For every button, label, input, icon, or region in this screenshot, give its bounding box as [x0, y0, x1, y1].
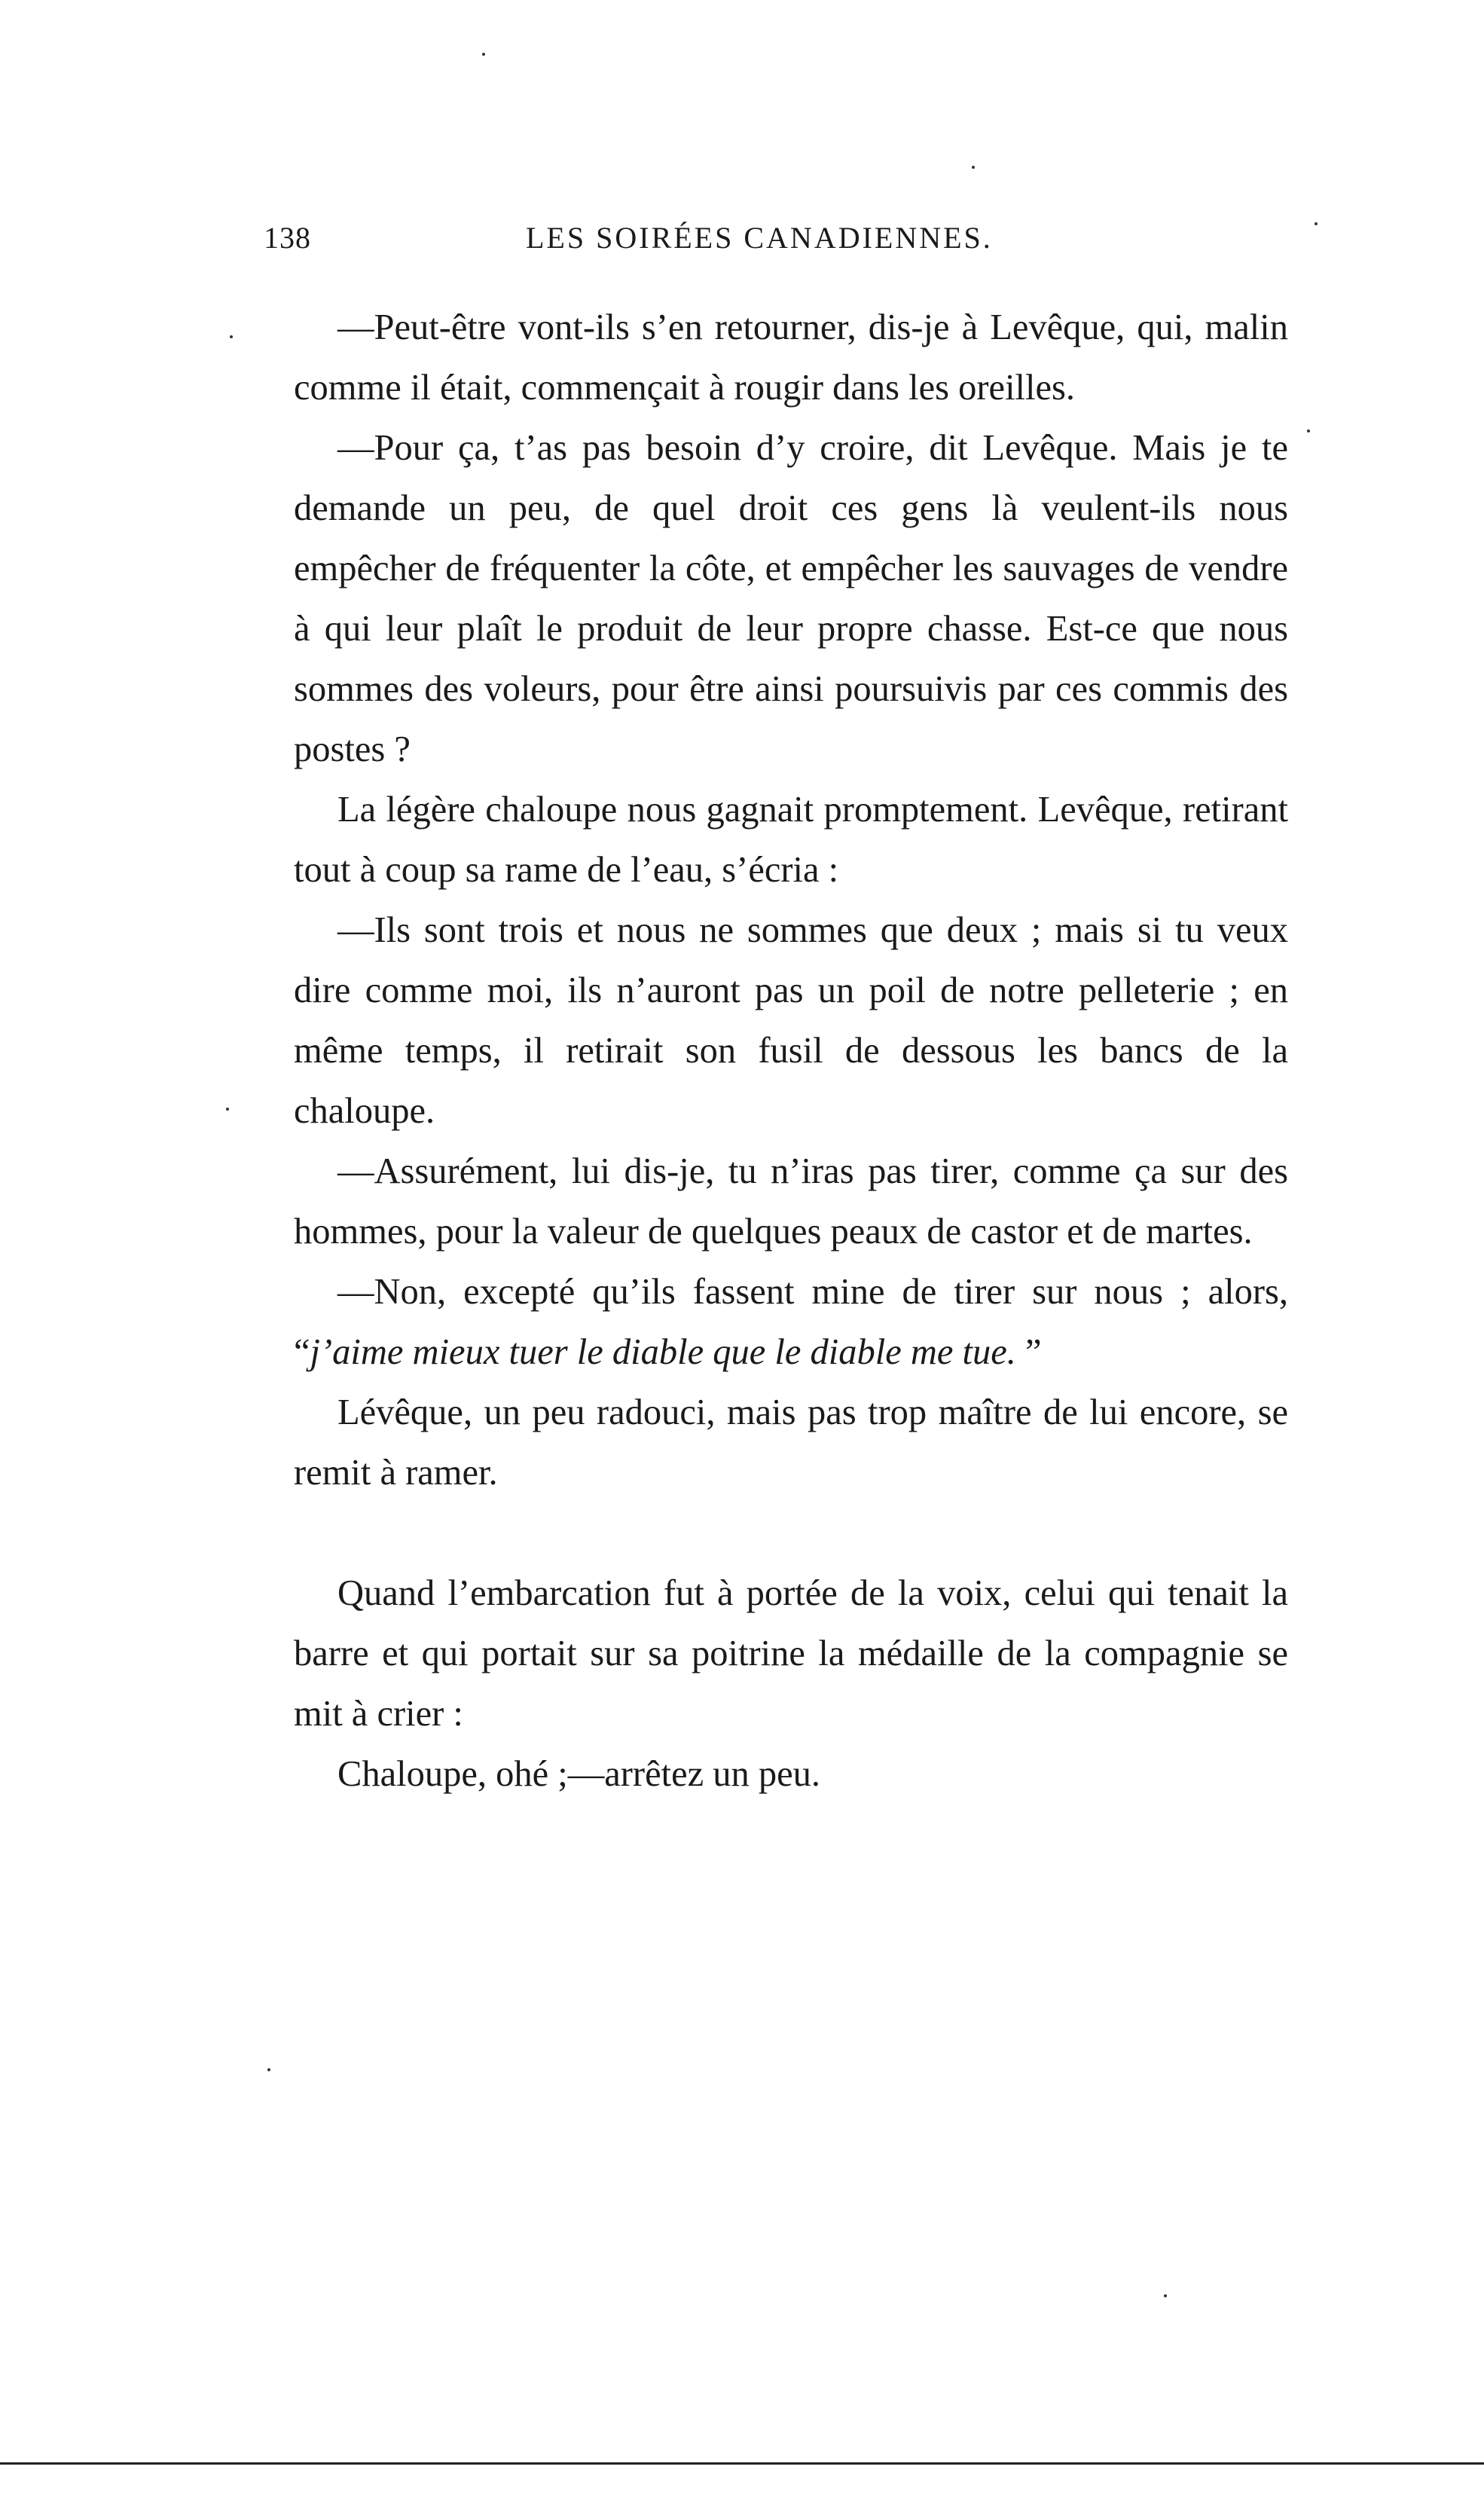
scan-speck — [972, 166, 975, 169]
paragraph-2: —Pour ça, t’as pas besoin d’y croire, dit Levêque. Mais je te demande un peu, de quel droit ces gens là veulent-ils nous empêcher de fréquenter la côte, et empêcher les sauvages de vendre à qui leur plaît le produit de leur propre chasse. Est-ce que nous sommes des voleurs, pour être ainsi poursuivis par ces commis des postes ? — [294, 428, 1288, 769]
paragraph-7: Lévêque, un peu radouci, mais pas trop maître de lui encore, se remit à ramer. — [294, 1392, 1288, 1493]
quote-lead: —Non, excepté qu’ils fassent mine de tirer sur nous ; alors, “ — [294, 1272, 1288, 1372]
scan-speck — [1307, 429, 1310, 432]
paragraph-9: Chaloupe, ohé ;—arrêtez un peu. — [337, 1754, 821, 1794]
page-header — [264, 220, 1281, 265]
quote-close: ” — [1015, 1332, 1042, 1372]
bottom-edge-rule — [0, 2462, 1484, 2465]
paragraph-3: La légère chaloupe nous gagnait promptement. Levêque, retirant tout à coup sa rame de l’eau, s’écria : — [294, 790, 1288, 890]
paragraph-8: Quand l’embarcation fut à portée de la voix, celui qui tenait la barre et qui portait sur sa poitrine la médaille de la compagnie se mit à crier : — [294, 1573, 1288, 1734]
scan-speck — [267, 2068, 270, 2071]
page-number: 138 — [264, 221, 311, 255]
scan-speck — [1315, 222, 1318, 225]
paragraph-6-quote — [294, 1262, 1288, 1383]
scan-speck — [1164, 2294, 1167, 2297]
scan-speck — [230, 335, 233, 338]
body-text — [294, 298, 1288, 1805]
paragraph-4: —Ils sont trois et nous ne sommes que deux ; mais si tu veux dire comme moi, ils n’auront pas un poil de notre pelleterie ; en même temps, il retirait son fusil de dessous les bancs de la chaloupe. — [294, 910, 1288, 1131]
quote-italic: j’aime mieux tuer le diable que le diable me tue. — [310, 1332, 1016, 1372]
paragraph-5: —Assurément, lui dis-je, tu n’iras pas tirer, comme ça sur des hommes, pour la valeur de quelques peaux de castor et de martes. — [294, 1151, 1288, 1252]
scan-speck — [482, 53, 485, 56]
paragraph-1: —Peut-être vont-ils s’en retourner, dis-je à Levêque, qui, malin comme il était, commençait à rougir dans les oreilles. — [294, 307, 1288, 408]
scan-speck — [226, 1108, 229, 1111]
running-title: LES SOIRÉES CANADIENNES. — [526, 221, 993, 255]
